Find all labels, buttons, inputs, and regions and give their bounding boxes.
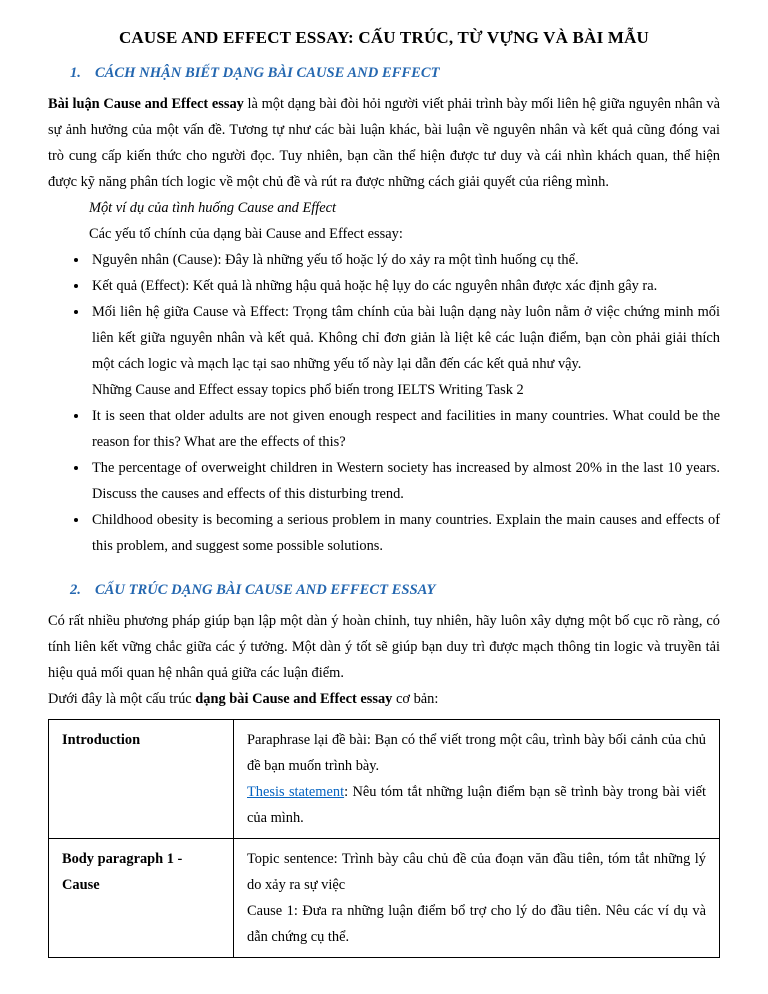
- cell-paragraph: [247, 779, 706, 831]
- cell-paragraph: Paraphrase lại đề bài: Bạn có thể viết trong một câu, trình bày bối cảnh của chủ đề bạn muốn trình bày.: [247, 732, 706, 774]
- section2-heading: [70, 579, 720, 601]
- list-item-text: Kết quả (Effect): Kết quả là những hậu quả hoặc hệ lụy do các nguyên nhân được xác định gây ra.: [92, 278, 658, 294]
- row-content-cell: [234, 839, 720, 958]
- table-row-body-paragraph-1: [49, 839, 720, 958]
- row-label: Introduction: [62, 732, 141, 748]
- table-lead-pre: Dưới đây là một cấu trúc: [48, 691, 196, 707]
- section2-number: 2.: [70, 582, 81, 598]
- elements-intro: Các yếu tố chính của dạng bài Cause and Effect essay:: [89, 226, 403, 242]
- table-lead-bold: dạng bài Cause and Effect essay: [195, 691, 393, 707]
- row-content-cell: [234, 720, 720, 839]
- list-item: [89, 247, 720, 273]
- thesis-statement-link[interactable]: Thesis statement: [247, 784, 345, 800]
- list-item: [89, 455, 720, 507]
- intro-bold-run: Bài luận Cause and Effect essay: [48, 96, 244, 112]
- list-item: [89, 273, 720, 299]
- row-label-cell: [49, 720, 234, 839]
- page-title: CAUSE AND EFFECT ESSAY: CẤU TRÚC, TỪ VỰNG VÀ BÀI MẪU: [118, 28, 650, 47]
- row-label-cell: [49, 839, 234, 958]
- table-lead-post: cơ bản:: [392, 691, 439, 707]
- table-row-introduction: [49, 720, 720, 839]
- section2-title: CẤU TRÚC DẠNG BÀI CAUSE AND EFFECT ESSAY: [94, 582, 436, 598]
- list-item-text: Mối liên hệ giữa Cause và Effect: Trọng tâm chính của bài luận dạng này luôn nằm ở việc chứng minh mối liên kết giữa nguyên nhân và kết quả. Không chỉ đơn giản là liệt kê các luận điểm, bạn còn phải giải thích một cách logic và mạch lạc tại sao những yếu tố này lại dẫn đến các kết quả như vậy.: [92, 304, 720, 372]
- cell-text-run: : Nêu tóm tắt những luận điểm bạn sẽ trình bày trong bài viết của mình.: [247, 784, 706, 826]
- list-item: [89, 507, 720, 559]
- topics-caption: Những Cause and Effect essay topics phổ biến trong IELTS Writing Task 2: [92, 382, 524, 398]
- section1-intro-paragraph: [48, 91, 720, 195]
- example-caption: Một ví dụ của tình huống Cause and Effect: [89, 200, 337, 216]
- row-label: Body paragraph 1 - Cause: [62, 851, 183, 893]
- cell-paragraph: Cause 1: Đưa ra những luận điểm bổ trợ cho lý do đầu tiên. Nêu các ví dụ và dẫn chứng cụ thể.: [247, 903, 706, 945]
- list-item-text: It is seen that older adults are not given enough respect and facilities in many countries. What could be the reason for this? What are the effects of this?: [92, 408, 720, 450]
- section1-heading: [70, 62, 720, 84]
- list-item-text: Nguyên nhân (Cause): Đây là những yếu tố hoặc lý do xảy ra một tình huống cụ thể.: [92, 252, 579, 268]
- section1-title: CÁCH NHẬN BIẾT DẠNG BÀI CAUSE AND EFFECT: [94, 65, 440, 81]
- section1-number: 1.: [70, 65, 81, 81]
- section2-intro-paragraph: Có rất nhiều phương pháp giúp bạn lập một dàn ý hoàn chỉnh, tuy nhiên, hãy luôn xây dựng một bố cục rõ ràng, có tính liên kết vững chắc giữa các ý tưởng. Một dàn ý tốt sẽ giúp bạn duy trì được mạch thông tin logic và truyền tải hiệu quả mối quan hệ nhân quả giữa các luận điểm.: [48, 613, 720, 681]
- list-item-text: The percentage of overweight children in Western society has increased by almost 20% in the last 10 years. Discuss the causes and effects of this disturbing trend.: [92, 460, 720, 502]
- list-item: [89, 403, 720, 455]
- list-item: [89, 299, 720, 403]
- key-elements-list: [48, 247, 720, 559]
- structure-table: [48, 719, 720, 958]
- list-item-text: Childhood obesity is becoming a serious problem in many countries. Explain the main causes and effects of this problem, and suggest some possible solutions.: [92, 512, 720, 554]
- intro-text-run: là một dạng bài đòi hỏi người viết phải trình bày mối liên hệ giữa nguyên nhân và sự ảnh hưởng của một vấn đề. Tương tự như các bài luận khác, bài luận về nguyên nhân và kết quả cũng đóng vai trò cung cấp kiến thức cho người đọc. Tuy nhiên, bạn cần thể hiện được tư duy và cái nhìn khách quan, thể hiện được kỹ năng phân tích logic về một chủ đề và rút ra được những cách giải quyết của riêng mình.: [48, 96, 720, 190]
- cell-paragraph: Topic sentence: Trình bày câu chủ đề của đoạn văn đầu tiên, tóm tắt những lý do xảy ra sự việc: [247, 851, 706, 893]
- table-lead-line: [48, 686, 720, 712]
